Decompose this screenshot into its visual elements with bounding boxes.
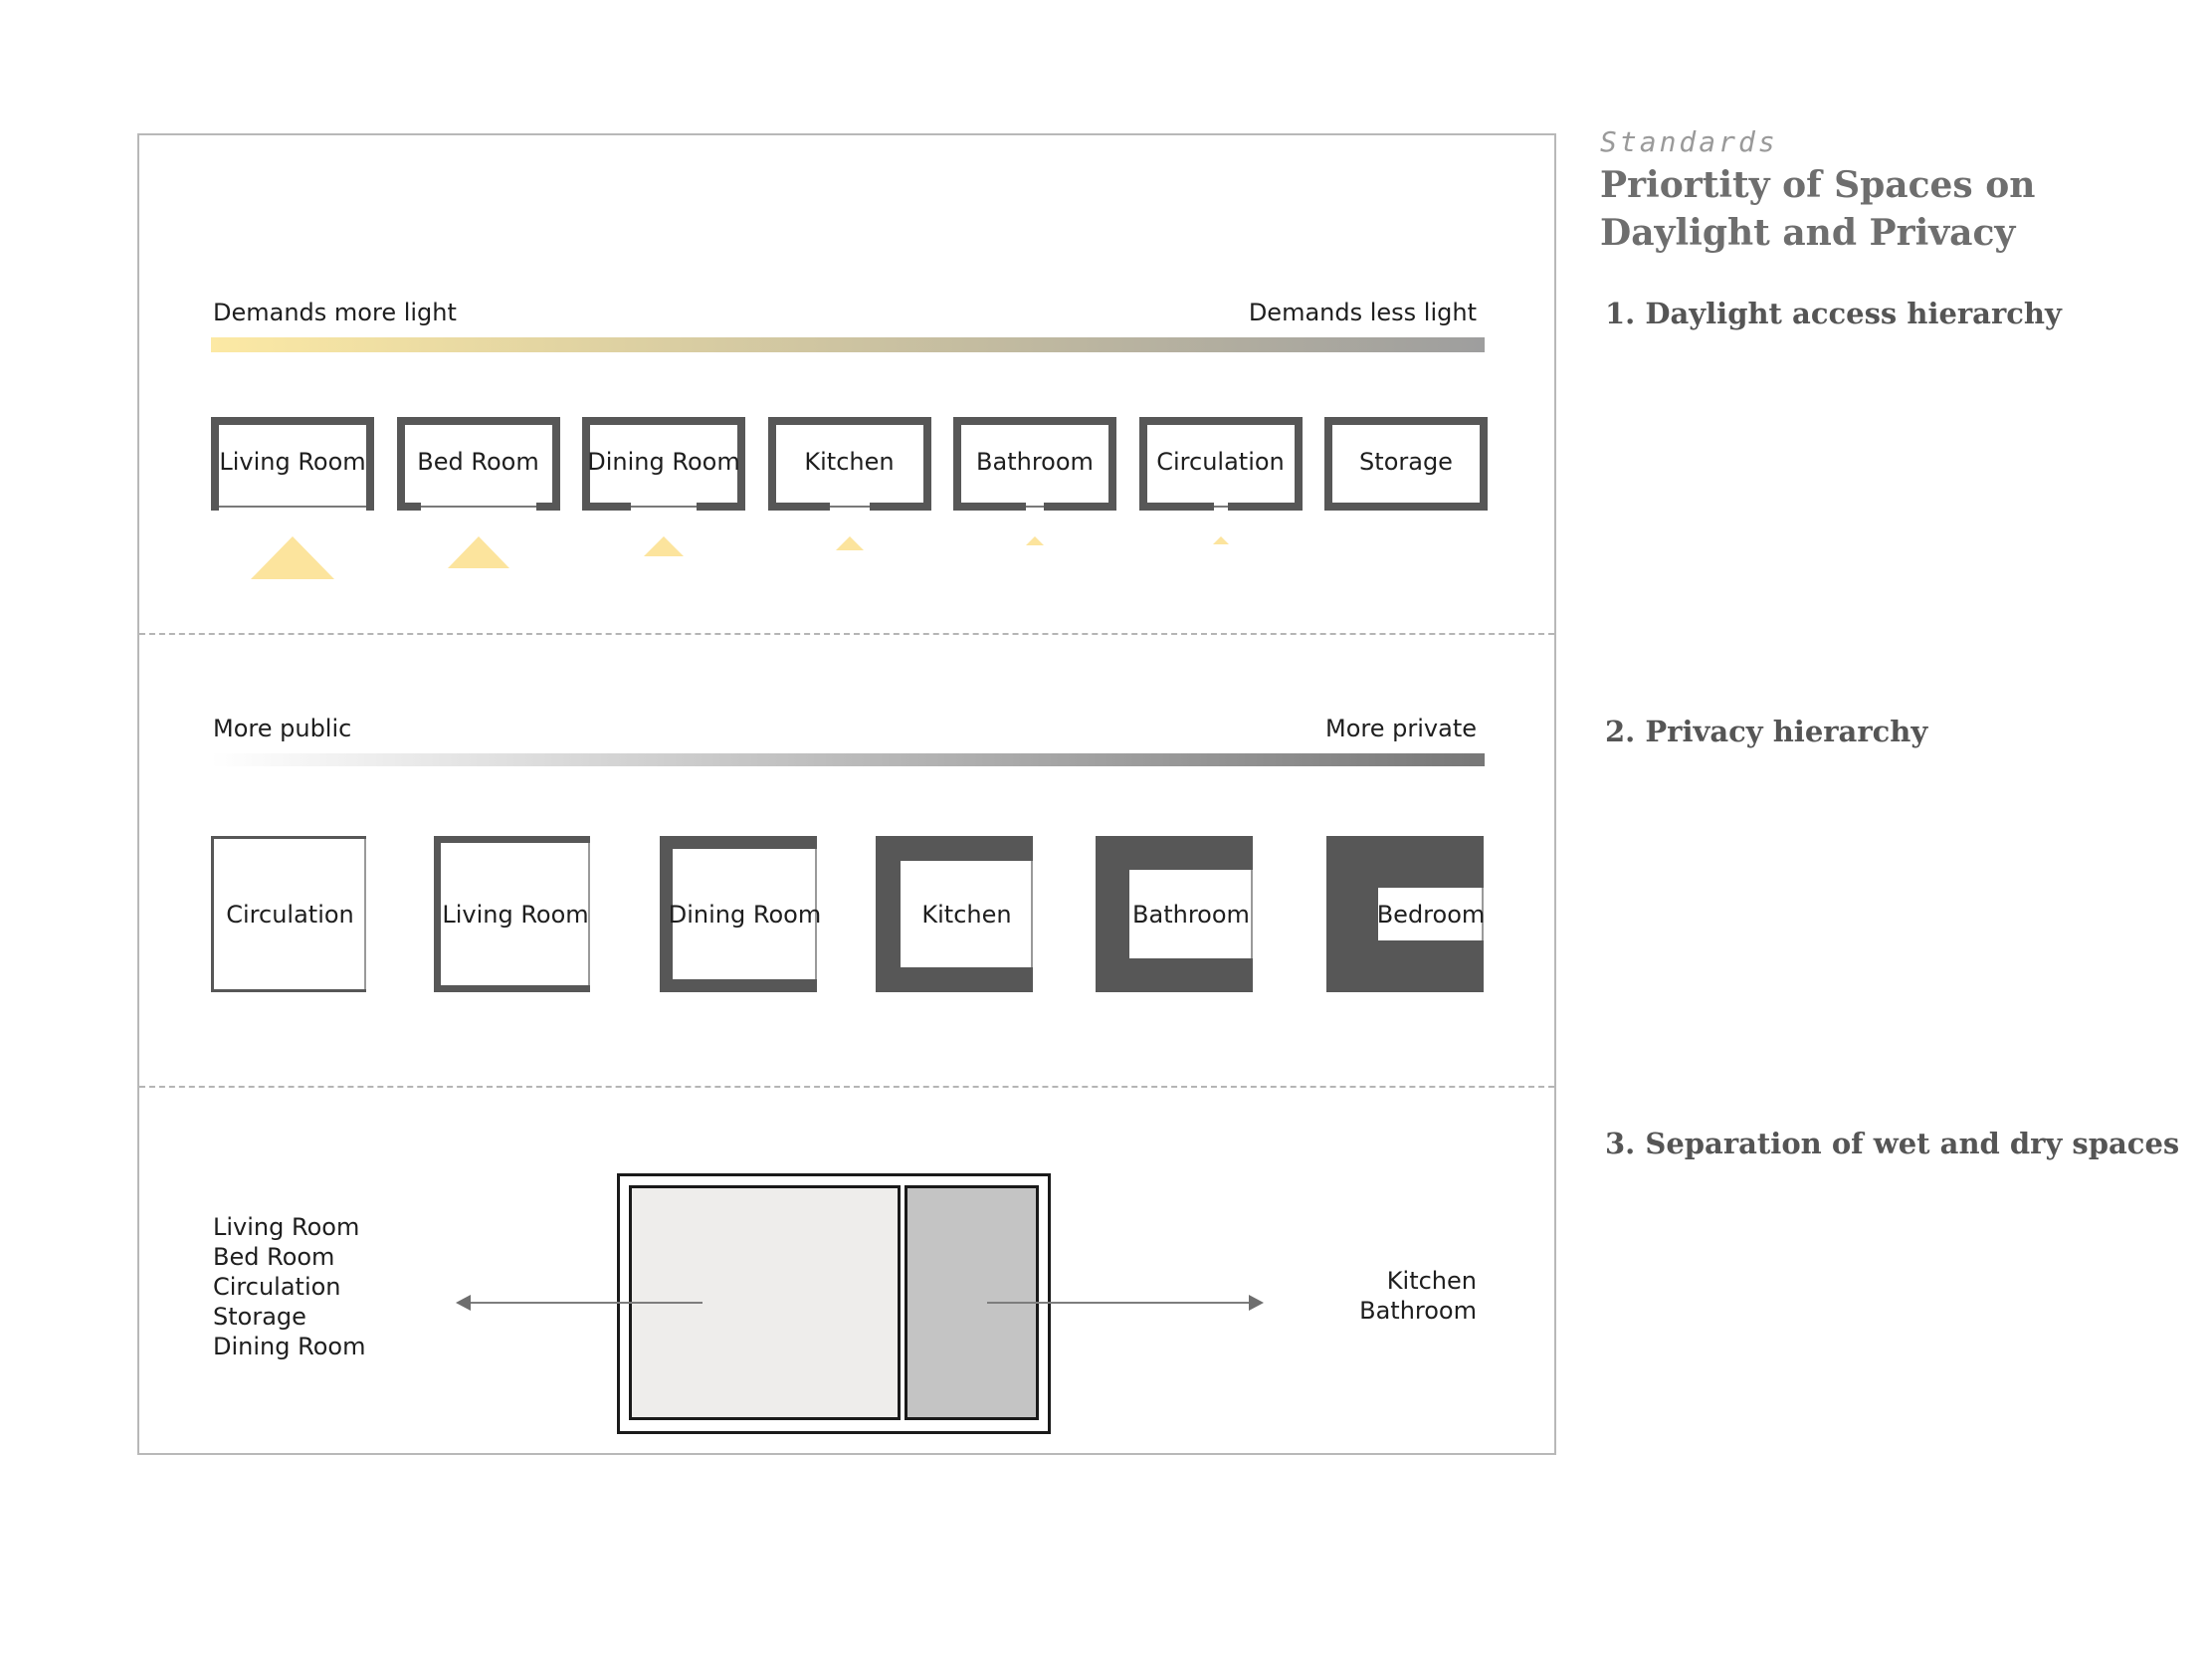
room-label: Circulation (1156, 448, 1285, 476)
dry-space-item: Dining Room (213, 1333, 366, 1360)
dry-space-item: Bed Room (213, 1243, 335, 1271)
wet-space-item: Bathroom (1359, 1297, 1477, 1325)
arrow-to-dry-spaces (456, 1295, 703, 1311)
room-label: Living Room (219, 448, 366, 476)
sidebar-kicker: Standards (1600, 125, 1778, 158)
dry-space-item: Living Room (213, 1213, 360, 1241)
room-label: Dining Room (587, 448, 740, 476)
dry-space-item: Circulation (213, 1273, 341, 1301)
arrow-to-wet-spaces (987, 1295, 1264, 1311)
separation-arrows (139, 135, 1558, 1457)
section-heading-privacy: 2. Privacy hierarchy (1605, 715, 1928, 748)
daylight-left-label: Demands more light (213, 299, 457, 326)
room-label: Bed Room (417, 448, 539, 476)
room-label: Bedroom (1376, 900, 1486, 929)
room-label: Bathroom (1132, 900, 1250, 929)
section-heading-separation: 3. Separation of wet and dry spaces (1605, 1127, 2180, 1160)
daylight-right-label: Demands less light (1248, 299, 1477, 326)
room-label: Kitchen (804, 448, 895, 476)
page-title-line-2: Daylight and Privacy (1600, 212, 2016, 254)
section-heading-daylight: 1. Daylight access hierarchy (1605, 297, 2062, 330)
room-label: Dining Room (668, 900, 822, 929)
room-label: Bathroom (976, 448, 1094, 476)
room-label: Kitchen (921, 900, 1012, 929)
privacy-left-label: More public (213, 715, 352, 742)
room-label: Circulation (226, 900, 354, 929)
room-label: Storage (1359, 448, 1453, 476)
wet-space-item: Kitchen (1386, 1267, 1477, 1295)
page-title-line-1: Priortity of Spaces on (1600, 164, 2036, 206)
room-label: Living Room (442, 900, 589, 929)
privacy-right-label: More private (1325, 715, 1477, 742)
page-title (1600, 161, 2035, 257)
diagram-panel (137, 133, 1556, 1455)
dry-space-item: Storage (213, 1303, 306, 1331)
